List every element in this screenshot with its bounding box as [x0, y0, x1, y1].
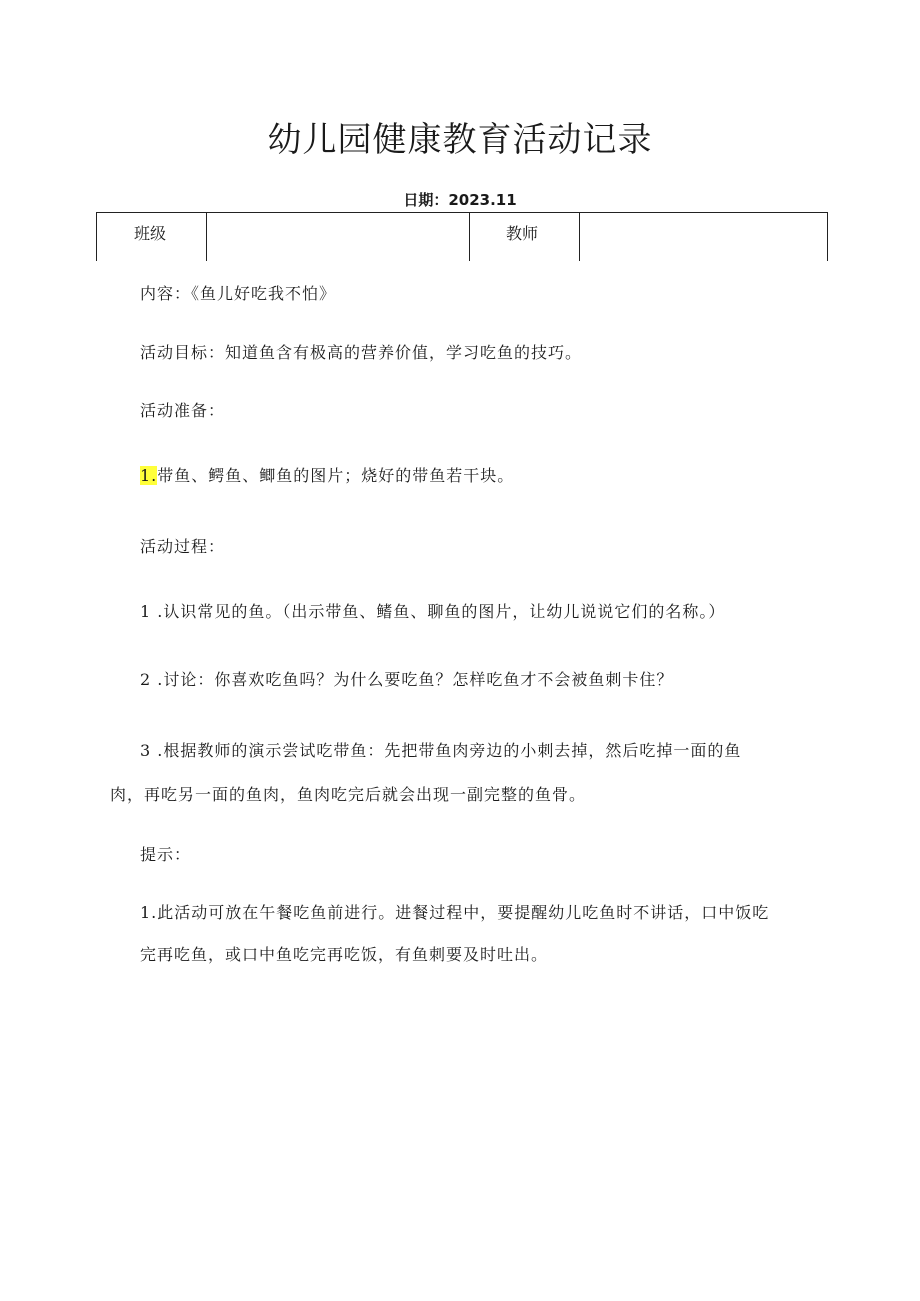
- highlighted-number: 1.: [140, 466, 158, 485]
- process-step-3-line-2: 肉，再吃另一面的鱼肉，鱼肉吃完后就会出现一副完整的鱼骨。: [110, 785, 587, 804]
- process-step-3-line-1: 3 .根据教师的演示尝试吃带鱼：先把带鱼肉旁边的小刺去掉，然后吃掉一面的鱼: [140, 741, 742, 760]
- table-divider: [579, 213, 580, 261]
- process-step-1: 1 .认识常见的鱼。（出示带鱼、鳍鱼、聊鱼的图片，让幼儿说说它们的名称。）: [140, 602, 726, 621]
- table-divider: [469, 213, 470, 261]
- info-table: [96, 212, 828, 261]
- class-field[interactable]: [214, 219, 464, 253]
- activity-topic: 内容：《鱼儿好吃我不怕》: [140, 284, 337, 303]
- activity-goal: 活动目标：知道鱼含有极高的营养价值，学习吃鱼的技巧。: [140, 343, 583, 362]
- class-label: 班级: [134, 224, 167, 243]
- process-step-2: 2 .讨论：你喜欢吃鱼吗？为什么要吃鱼？怎样吃鱼才不会被鱼刺卡住？: [140, 670, 674, 689]
- preparation-item-text: 带鱼、鳄鱼、鲫鱼的图片；烧好的带鱼若干块。: [157, 466, 515, 485]
- tips-heading: 提示：: [140, 845, 192, 864]
- page-title: 幼儿园健康教育活动记录: [267, 120, 653, 160]
- teacher-field[interactable]: [586, 219, 821, 253]
- preparation-heading: 活动准备：: [140, 401, 226, 420]
- date-label: 日期：2023.11: [403, 191, 517, 209]
- tip-1-line-1: 1.此活动可放在午餐吃鱼前进行。进餐过程中，要提醒幼儿吃鱼时不讲话，口中饭吃: [140, 903, 770, 922]
- teacher-label: 教师: [506, 224, 539, 243]
- tip-1-line-2: 完再吃鱼，或口中鱼吃完再吃饭，有鱼刺要及时吐出。: [140, 945, 549, 964]
- table-divider: [206, 213, 207, 261]
- table-border-left: [96, 213, 97, 261]
- table-border-right: [827, 213, 828, 261]
- preparation-item: [140, 463, 514, 486]
- process-heading: 活动过程：: [140, 537, 226, 556]
